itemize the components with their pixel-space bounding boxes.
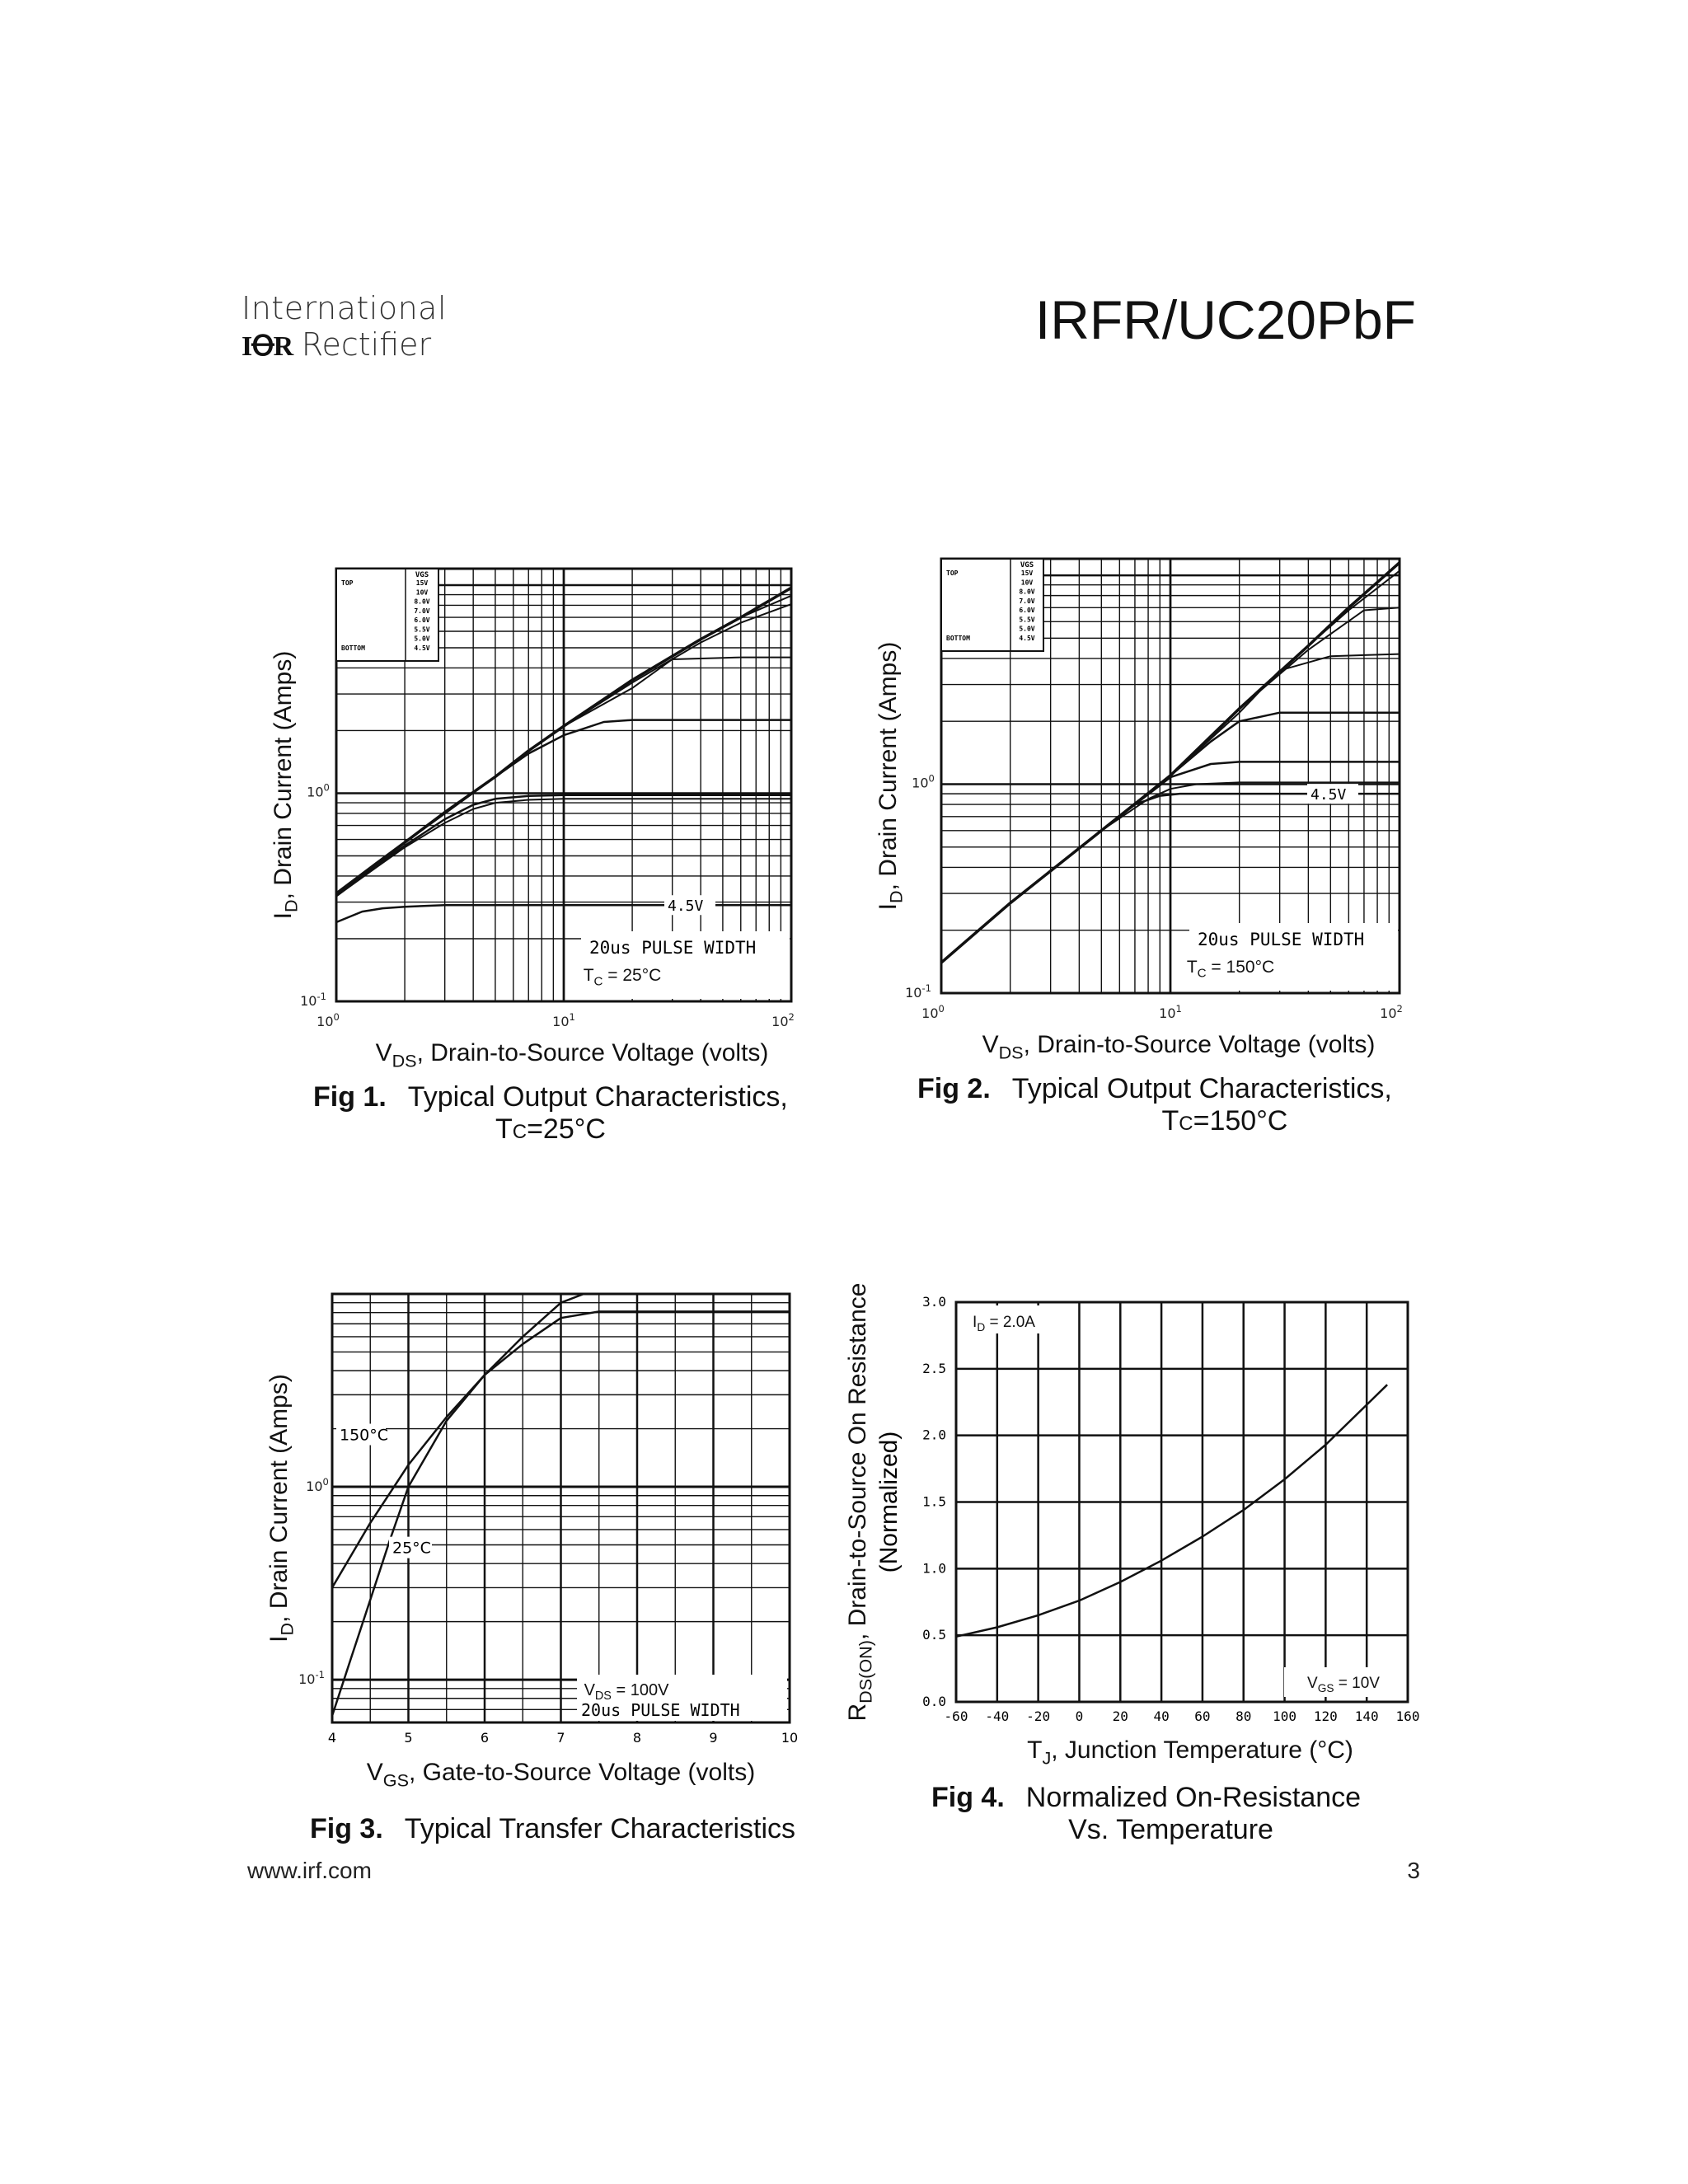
- fig2-caption-number: Fig 2.: [917, 1073, 991, 1104]
- fig4-xlabel: $T_J$, Junction Temperature (°C): [1027, 1736, 1353, 1769]
- logo-text-rectifier-line: [241, 326, 456, 365]
- fig1-legend-entry: 6.0V: [414, 616, 430, 624]
- fig4-ytick: 1.0: [922, 1560, 946, 1577]
- fig3-xtick: 10: [781, 1730, 799, 1746]
- fig2-ylabel: $I_D$, Drain Current (Amps): [874, 641, 907, 911]
- fig3-caption: [310, 1813, 795, 1845]
- fig2-caption-line2: TC=150°C: [1161, 1105, 1288, 1137]
- fig2-chart: [865, 544, 1442, 1080]
- fig3-xlabel: $V_{GS}$, Gate-to-Source Voltage (volts): [366, 1759, 756, 1791]
- fig3-ylabel: $I_D$, Drain Current (Amps): [265, 1374, 298, 1643]
- fig4-note-id: $I_D = 2.0A$: [973, 1314, 1035, 1333]
- fig4-xtick: 40: [1153, 1708, 1170, 1724]
- fig2-caption-line1: Typical Output Characteristics,: [1011, 1073, 1392, 1104]
- fig4-xtick: 160: [1395, 1708, 1420, 1724]
- fig1-xtick-2: $10^2$: [771, 1010, 795, 1029]
- fig2-legend-entry: 5.5V: [1019, 616, 1035, 624]
- fig3-tag-25c: 25°C: [392, 1539, 431, 1558]
- fig2-legend-entry: 15V: [1020, 569, 1034, 577]
- fig4-xtick: -20: [1026, 1708, 1051, 1724]
- logo-text-international: International: [241, 290, 448, 326]
- fig3-ytick-1: $10^0$: [306, 1475, 329, 1495]
- logo-text-rectifier: Rectifier: [301, 326, 432, 363]
- fig4-ytick: 1.5: [922, 1493, 946, 1510]
- fig2-ytick-0: $10^{-1}$: [905, 982, 931, 1001]
- fig4-xtick: 20: [1112, 1708, 1128, 1724]
- fig3-chart: [264, 1286, 841, 1797]
- fig3-caption-line1: Typical Transfer Characteristics: [404, 1813, 796, 1844]
- fig4-ytick: 3.0: [922, 1294, 946, 1310]
- fig2-caption: [917, 1073, 1392, 1137]
- fig1-tag-4-5v: 4.5V: [668, 898, 704, 916]
- fig3-note-pulse: 20us PULSE WIDTH: [581, 1700, 740, 1720]
- fig2-legend-entry: 10V: [1020, 579, 1034, 587]
- fig2-legend-group: TOP: [946, 569, 959, 577]
- fig4-xtick: 120: [1313, 1708, 1338, 1724]
- fig4-ytick: 0.5: [922, 1627, 946, 1643]
- page-number: 3: [1407, 1858, 1420, 1883]
- company-logo: [241, 290, 456, 369]
- fig1-legend-entry: 4.5V: [414, 644, 430, 652]
- fig4-ytick: 0.0: [922, 1694, 946, 1709]
- fig2-xlabel: $V_{DS}$, Drain-to-Source Voltage (volts): [982, 1031, 1376, 1063]
- fig4-xtick: 100: [1273, 1708, 1296, 1724]
- part-number-title: IRFR/UC20PbF: [1034, 289, 1416, 350]
- fig4-ytick: 2.0: [922, 1427, 946, 1443]
- logo-mark: IꝊR: [241, 331, 293, 362]
- fig1-caption-number: Fig 1.: [313, 1081, 387, 1113]
- fig2-legend-header: VGS: [1020, 561, 1034, 569]
- fig1-xtick-1: $10^1$: [552, 1010, 575, 1029]
- fig1-legend-entry: 15V: [415, 579, 429, 587]
- fig4-ytick: 2.5: [922, 1360, 946, 1376]
- fig3-xtick: 5: [404, 1730, 413, 1746]
- fig4-caption-line2: Vs. Temperature: [1068, 1814, 1273, 1845]
- fig1-legend-entry: 8.0V: [414, 598, 430, 606]
- fig1-xlabel: $V_{DS}$, Drain-to-Source Voltage (volts): [375, 1039, 769, 1071]
- fig1-caption-line1: Typical Output Characteristics,: [407, 1081, 788, 1113]
- fig4-caption-number: Fig 4.: [931, 1782, 1005, 1813]
- fig1-legend-entry: 10V: [415, 588, 429, 597]
- fig2-legend-group: BOTTOM: [946, 634, 970, 642]
- fig2-note-pulse: 20us PULSE WIDTH: [1198, 930, 1365, 949]
- fig4-chart: [841, 1282, 1434, 1780]
- fig2-tag-4-5v: 4.5V: [1311, 786, 1347, 804]
- fig1-xtick-0: $10^0$: [316, 1010, 340, 1029]
- fig2-xtick-0: $10^0$: [921, 1002, 945, 1021]
- fig4-xtick: 80: [1236, 1708, 1252, 1724]
- fig2-legend-entry: 6.0V: [1019, 607, 1035, 614]
- fig2-xtick-1: $10^1$: [1159, 1002, 1182, 1021]
- fig4-caption-line1: Normalized On-Resistance: [1025, 1782, 1362, 1813]
- fig4-series-line: [956, 1385, 1387, 1637]
- fig4-xtick: 0: [1075, 1708, 1084, 1724]
- fig4-xtick: -40: [985, 1708, 1010, 1724]
- fig1-ytick-0: $10^{-1}$: [300, 990, 326, 1009]
- fig4-caption: [931, 1782, 1361, 1846]
- fig4-xtick: 140: [1354, 1708, 1379, 1724]
- fig1-note-pulse: 20us PULSE WIDTH: [589, 938, 757, 958]
- footer-url[interactable]: www.irf.com: [247, 1858, 372, 1883]
- fig1-legend-entry: 7.0V: [414, 607, 430, 615]
- fig4-ylabel: $R_{DS(ON)}$, Drain-to-Source On Resistance: [844, 1282, 876, 1722]
- fig4-ylabel-line2: (Normalized): [875, 1431, 903, 1573]
- fig3-xtick: 8: [632, 1730, 642, 1746]
- fig1-legend-group: TOP: [341, 579, 354, 587]
- fig4-note-vgs: $V_{GS} = 10V$: [1307, 1675, 1380, 1694]
- fig3-note-vds: $V_{DS} = 100V$: [584, 1681, 669, 1703]
- fig3-xtick: 4: [327, 1730, 337, 1746]
- fig1-caption-line2: TC=25°C: [495, 1113, 606, 1145]
- fig1-legend-entry: 5.5V: [414, 626, 430, 634]
- fig1-caption: [313, 1081, 788, 1146]
- fig1-chart: [264, 552, 841, 1088]
- fig3-xtick: 6: [480, 1730, 490, 1746]
- fig2-legend-entry: 4.5V: [1019, 634, 1035, 642]
- fig3-xtick: 7: [556, 1730, 565, 1746]
- fig3-xtick: 9: [709, 1730, 718, 1746]
- fig1-legend-entry: 5.0V: [414, 635, 430, 643]
- fig3-caption-number: Fig 3.: [310, 1813, 383, 1844]
- fig1-legend-group: BOTTOM: [341, 644, 365, 652]
- fig4-xtick: -60: [944, 1708, 968, 1724]
- fig2-note-tc: $T_C = 150^\circ C$: [1186, 958, 1275, 981]
- fig3-tag-150c: 150°C: [340, 1426, 389, 1445]
- fig2-ytick-1: $10^0$: [912, 772, 935, 791]
- fig3-ytick-0: $10^{-1}$: [298, 1668, 325, 1688]
- fig2-xtick-2: $10^2$: [1380, 1002, 1403, 1021]
- fig1-legend-header: VGS: [415, 571, 429, 579]
- fig2-legend-entry: 8.0V: [1019, 588, 1035, 596]
- fig1-ytick-1: $10^0$: [307, 781, 330, 800]
- fig2-legend-entry: 5.0V: [1019, 625, 1035, 633]
- fig4-xtick: 60: [1194, 1708, 1211, 1724]
- fig1-note-tc: $T_C = 25^\circ C$: [583, 966, 662, 989]
- fig2-legend-entry: 7.0V: [1019, 597, 1035, 605]
- fig1-ylabel: $I_D$, Drain Current (Amps): [270, 650, 302, 920]
